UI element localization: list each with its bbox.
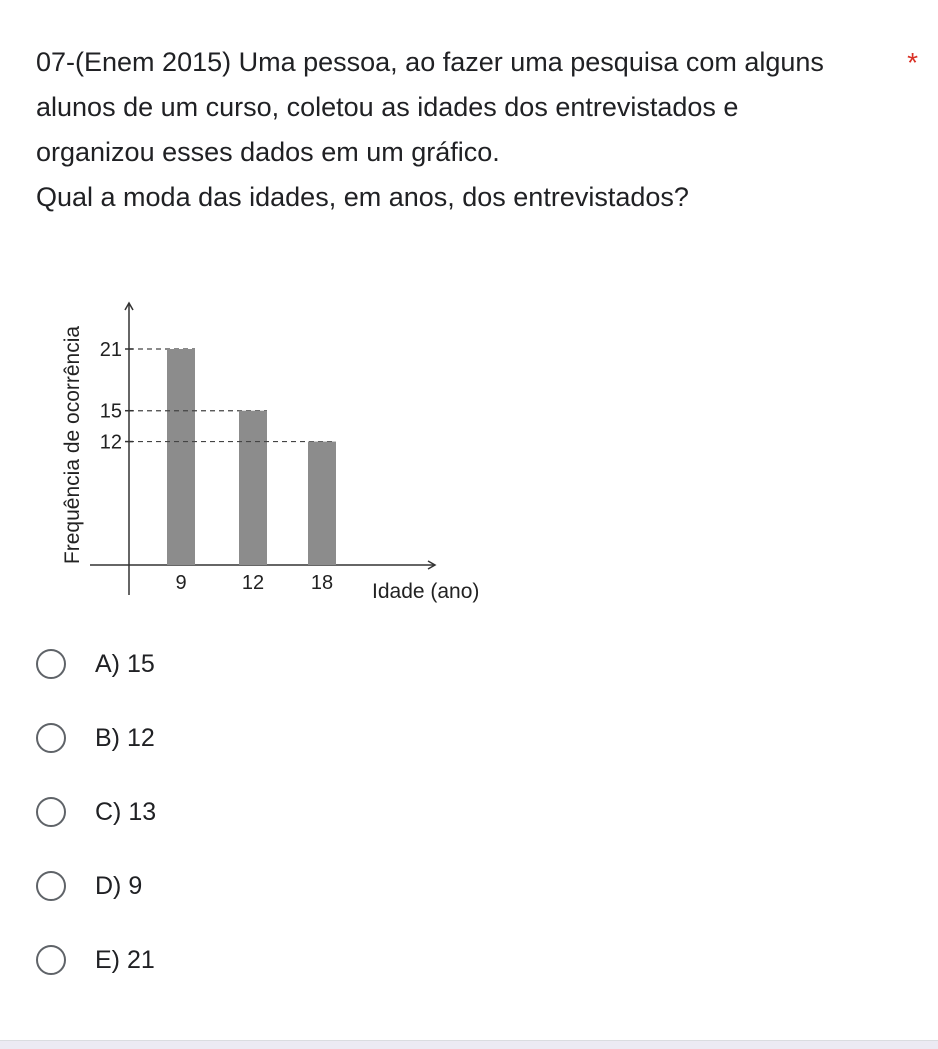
radio-button-icon[interactable] bbox=[36, 797, 66, 827]
x-tick-label: 9 bbox=[175, 572, 187, 594]
question-line: organizou esses dados em um gráfico. bbox=[36, 137, 500, 167]
answer-options bbox=[36, 627, 636, 997]
option-d[interactable] bbox=[36, 849, 636, 923]
x-axis-label: Idade (ano) bbox=[372, 580, 480, 603]
y-tick-label: 15 bbox=[99, 400, 122, 423]
radio-button-icon[interactable] bbox=[36, 649, 66, 679]
bar bbox=[239, 411, 267, 565]
y-tick-label: 12 bbox=[99, 431, 122, 454]
question-line: 07-(Enem 2015) Uma pessoa, ao fazer uma pesquisa com alguns bbox=[36, 47, 824, 77]
bar-chart bbox=[50, 285, 510, 615]
question-line: alunos de um curso, coletou as idades dos entrevistados e bbox=[36, 92, 739, 122]
option-e[interactable] bbox=[36, 923, 636, 997]
radio-button-icon[interactable] bbox=[36, 945, 66, 975]
option-c[interactable] bbox=[36, 775, 636, 849]
chart-svg bbox=[50, 285, 510, 615]
option-label: B) 12 bbox=[95, 723, 155, 752]
x-tick-label: 12 bbox=[241, 572, 265, 594]
bottom-divider bbox=[0, 1040, 938, 1049]
option-b[interactable] bbox=[36, 701, 636, 775]
bar bbox=[308, 442, 336, 565]
option-label: A) 15 bbox=[95, 649, 155, 678]
y-axis-label: Frequência de ocorrência bbox=[61, 325, 84, 565]
radio-button-icon[interactable] bbox=[36, 871, 66, 901]
question-line: Qual a moda das idades, em anos, dos entrevistados? bbox=[36, 182, 689, 212]
x-tick-label: 18 bbox=[310, 572, 334, 594]
option-label: C) 13 bbox=[95, 797, 157, 826]
question-text bbox=[36, 40, 916, 220]
option-label: D) 9 bbox=[95, 871, 143, 900]
option-a[interactable] bbox=[36, 627, 636, 701]
radio-button-icon[interactable] bbox=[36, 723, 66, 753]
option-label: E) 21 bbox=[95, 945, 155, 974]
required-marker: * bbox=[907, 47, 918, 78]
bar bbox=[167, 349, 195, 565]
y-tick-label: 21 bbox=[99, 339, 122, 361]
